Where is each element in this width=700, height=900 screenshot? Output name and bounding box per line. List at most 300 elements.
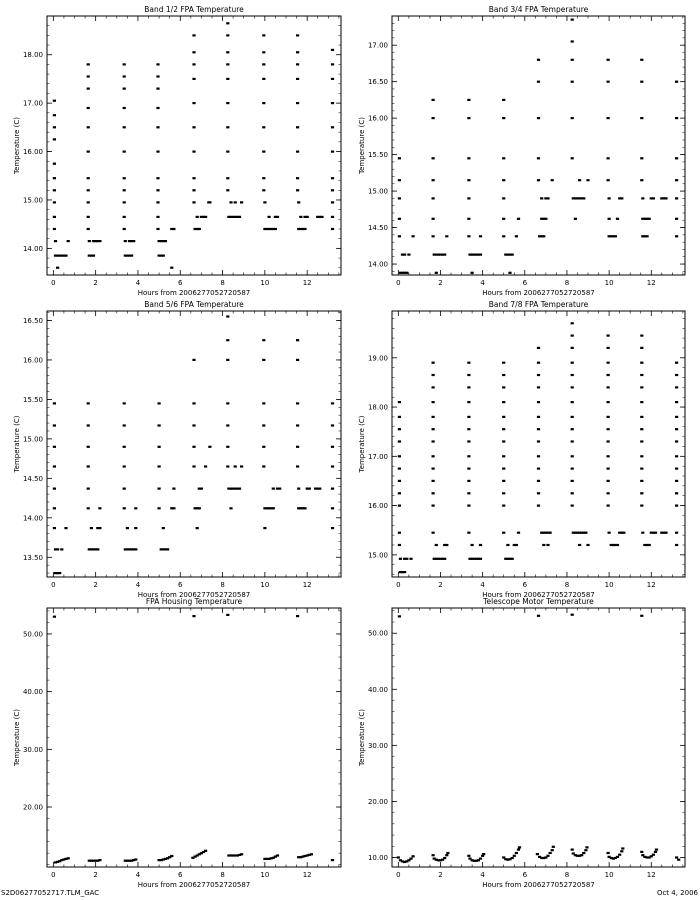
- data-point: [620, 850, 623, 852]
- data-point: [331, 402, 334, 404]
- data-point: [162, 527, 165, 529]
- data-point: [502, 455, 505, 457]
- data-point: [618, 854, 621, 856]
- data-point: [640, 386, 643, 388]
- data-point: [471, 272, 474, 274]
- data-point: [546, 544, 549, 546]
- data-point: [331, 201, 334, 203]
- y-axis-label: Temperature (C): [358, 117, 366, 174]
- data-point: [53, 465, 56, 467]
- data-point: [130, 255, 133, 257]
- x-tick-label: 8: [220, 279, 225, 287]
- x-tick-label: 12: [302, 581, 312, 589]
- data-point: [445, 544, 448, 546]
- y-tick-label: 40.00: [22, 688, 43, 697]
- data-point: [608, 218, 611, 220]
- data-point: [164, 240, 167, 242]
- data-point: [432, 505, 435, 507]
- data-point: [318, 488, 321, 490]
- data-point: [675, 218, 678, 220]
- data-point: [571, 81, 574, 83]
- data-point: [622, 532, 625, 534]
- data-point: [296, 339, 299, 341]
- data-point: [331, 63, 334, 65]
- data-point: [432, 374, 435, 376]
- data-point: [578, 179, 581, 181]
- chart-panel-4: [358, 300, 685, 599]
- y-tick-label: 10.00: [367, 853, 388, 862]
- data-point: [123, 177, 126, 179]
- data-point: [467, 505, 470, 507]
- data-point: [262, 34, 265, 36]
- data-point: [607, 179, 610, 181]
- x-tick-label: 8: [564, 871, 570, 879]
- data-point: [654, 851, 657, 853]
- data-point: [537, 157, 540, 159]
- data-point: [156, 88, 159, 90]
- data-point: [585, 846, 588, 848]
- data-point: [262, 402, 265, 404]
- data-point: [675, 455, 678, 457]
- data-point: [156, 201, 159, 203]
- y-tick-label: 14.50: [367, 224, 388, 233]
- data-point: [398, 401, 401, 403]
- chart-title: Band 1/2 FPA Temperature: [144, 5, 244, 14]
- data-point: [123, 107, 126, 109]
- data-point: [310, 853, 313, 855]
- data-point: [156, 75, 159, 77]
- data-point: [607, 480, 610, 482]
- data-point: [192, 51, 195, 53]
- data-point: [641, 197, 644, 199]
- data-point: [58, 572, 61, 574]
- data-point: [445, 235, 448, 237]
- data-point: [192, 34, 195, 36]
- data-point: [571, 492, 574, 494]
- data-point: [513, 855, 516, 857]
- data-point: [640, 117, 643, 119]
- data-point: [467, 492, 470, 494]
- data-point: [502, 157, 505, 159]
- data-point: [172, 507, 175, 509]
- y-tick-label: 18.00: [22, 51, 43, 60]
- data-point: [53, 216, 56, 218]
- data-point: [467, 218, 470, 220]
- data-point: [226, 359, 229, 361]
- y-axis-label: Temperature (C): [13, 117, 21, 174]
- data-point: [262, 78, 265, 80]
- data-point: [502, 468, 505, 470]
- data-point: [296, 424, 299, 426]
- data-point: [196, 527, 199, 529]
- data-point: [192, 189, 195, 191]
- data-point: [571, 322, 574, 324]
- data-point: [331, 859, 334, 861]
- data-point: [299, 216, 302, 218]
- data-point: [502, 218, 505, 220]
- data-point: [331, 527, 334, 529]
- data-point: [537, 401, 540, 403]
- data-point: [398, 532, 401, 534]
- data-point: [331, 126, 334, 128]
- data-point: [537, 59, 540, 61]
- data-point: [331, 151, 334, 153]
- chart-title: Band 3/4 FPA Temperature: [488, 5, 589, 14]
- x-tick-label: 4: [135, 279, 141, 287]
- data-point: [571, 849, 574, 851]
- data-point: [53, 507, 56, 509]
- y-tick-label: 13.50: [22, 553, 43, 562]
- x-tick-label: 8: [220, 581, 225, 589]
- x-tick-label: 4: [135, 871, 141, 879]
- data-point: [467, 99, 470, 101]
- data-point: [467, 386, 470, 388]
- data-point: [502, 416, 505, 418]
- data-point: [640, 179, 643, 181]
- data-point: [640, 335, 643, 337]
- data-point: [467, 440, 470, 442]
- data-point: [238, 216, 241, 218]
- data-point: [87, 228, 90, 230]
- x-tick-label: 4: [135, 581, 141, 589]
- data-point: [398, 157, 401, 159]
- data-point: [675, 440, 678, 442]
- data-point: [156, 216, 159, 218]
- data-point: [648, 218, 651, 220]
- data-point: [640, 492, 643, 494]
- data-point: [87, 216, 90, 218]
- data-point: [123, 446, 126, 448]
- data-point: [409, 558, 412, 560]
- data-point: [53, 228, 56, 230]
- data-point: [482, 853, 485, 855]
- data-point: [398, 544, 401, 546]
- data-point: [296, 34, 299, 36]
- data-point: [467, 416, 470, 418]
- data-point: [607, 492, 610, 494]
- data-point: [262, 102, 265, 104]
- data-point: [123, 88, 126, 90]
- data-point: [158, 488, 161, 490]
- x-tick-label: 10: [604, 279, 614, 287]
- data-point: [398, 218, 401, 220]
- data-point: [552, 846, 555, 848]
- data-point: [646, 235, 649, 237]
- data-point: [443, 558, 446, 560]
- data-point: [537, 615, 540, 617]
- data-point: [654, 532, 657, 534]
- chart-panel-1: [13, 5, 341, 297]
- data-point: [123, 75, 126, 77]
- y-tick-label: 15.00: [367, 551, 388, 560]
- data-point: [123, 228, 126, 230]
- data-point: [607, 157, 610, 159]
- data-point: [640, 401, 643, 403]
- data-point: [398, 235, 401, 237]
- data-point: [537, 347, 540, 349]
- data-point: [262, 424, 265, 426]
- data-point: [192, 177, 195, 179]
- data-point: [98, 240, 101, 242]
- data-point: [511, 558, 514, 560]
- data-point: [571, 468, 574, 470]
- data-point: [616, 856, 619, 858]
- data-point: [272, 488, 275, 490]
- data-point: [502, 480, 505, 482]
- data-point: [158, 402, 161, 404]
- x-tick-label: 0: [396, 581, 401, 589]
- y-tick-label: 20.00: [367, 797, 388, 806]
- data-point: [571, 117, 574, 119]
- data-point: [607, 59, 610, 61]
- data-point: [296, 446, 299, 448]
- data-point: [123, 465, 126, 467]
- data-point: [517, 532, 520, 534]
- x-tick-label: 4: [480, 581, 485, 589]
- data-point: [537, 374, 540, 376]
- data-point: [98, 507, 101, 509]
- data-point: [158, 446, 161, 448]
- data-point: [515, 235, 518, 237]
- data-point: [53, 446, 56, 448]
- data-point: [226, 51, 229, 53]
- x-tick-label: 12: [302, 871, 312, 879]
- x-tick-label: 10: [260, 279, 270, 287]
- data-point: [502, 428, 505, 430]
- data-point: [432, 218, 435, 220]
- data-point: [156, 228, 159, 230]
- data-point: [403, 254, 406, 256]
- data-point: [432, 235, 435, 237]
- x-tick-label: 0: [51, 581, 56, 589]
- data-point: [582, 197, 585, 199]
- data-point: [446, 852, 449, 854]
- data-point: [320, 216, 323, 218]
- data-point: [432, 362, 435, 364]
- data-point: [640, 615, 643, 617]
- x-tick-label: 6: [522, 871, 528, 879]
- data-point: [240, 465, 243, 467]
- x-axis-label: Hours from 2006277052720587: [482, 591, 595, 599]
- data-point: [502, 492, 505, 494]
- data-point: [87, 107, 90, 109]
- data-point: [675, 157, 678, 159]
- data-point: [398, 492, 401, 494]
- data-point: [196, 216, 199, 218]
- data-point: [471, 544, 474, 546]
- data-point: [296, 402, 299, 404]
- data-point: [398, 179, 401, 181]
- data-point: [87, 63, 90, 65]
- data-point: [479, 858, 482, 860]
- data-point: [67, 857, 70, 859]
- data-point: [263, 527, 266, 529]
- data-point: [204, 850, 207, 852]
- data-point: [412, 855, 415, 857]
- x-axis-label: Hours from 2006277052720587: [137, 591, 251, 599]
- data-point: [664, 532, 667, 534]
- chart-panel-6: [358, 597, 685, 889]
- data-point: [87, 465, 90, 467]
- data-point: [240, 853, 243, 855]
- chart-panel-5: [13, 597, 341, 889]
- data-point: [262, 465, 265, 467]
- data-point: [652, 854, 655, 856]
- data-point: [571, 335, 574, 337]
- data-point: [502, 179, 505, 181]
- data-point: [640, 440, 643, 442]
- data-point: [226, 339, 229, 341]
- data-point: [607, 440, 610, 442]
- data-point: [53, 527, 56, 529]
- data-point: [432, 197, 435, 199]
- data-point: [296, 126, 299, 128]
- data-point: [226, 102, 229, 104]
- data-point: [432, 854, 435, 856]
- x-axis-label: Hours from 2006277052720587: [137, 289, 251, 297]
- data-point: [87, 75, 90, 77]
- data-point: [123, 151, 126, 153]
- data-point: [537, 117, 540, 119]
- data-point: [208, 446, 211, 448]
- data-point: [297, 201, 300, 203]
- data-point: [502, 235, 505, 237]
- data-point: [571, 480, 574, 482]
- chart-title: Band 7/8 FPA Temperature: [488, 300, 589, 309]
- data-point: [502, 505, 505, 507]
- data-point: [432, 157, 435, 159]
- data-point: [53, 114, 56, 116]
- y-axis-label: Temperature (C): [358, 415, 366, 473]
- data-point: [502, 374, 505, 376]
- data-point: [192, 126, 195, 128]
- data-point: [53, 163, 56, 165]
- data-point: [467, 480, 470, 482]
- data-point: [238, 488, 241, 490]
- data-point: [467, 197, 470, 199]
- data-point: [92, 255, 95, 257]
- data-point: [87, 88, 90, 90]
- data-point: [640, 362, 643, 364]
- data-point: [608, 532, 611, 534]
- y-tick-label: 15.00: [367, 187, 388, 196]
- data-point: [123, 402, 126, 404]
- data-point: [432, 117, 435, 119]
- data-point: [432, 468, 435, 470]
- data-point: [331, 216, 334, 218]
- data-point: [607, 81, 610, 83]
- data-point: [158, 507, 161, 509]
- data-point: [397, 856, 400, 858]
- data-point: [571, 614, 574, 616]
- y-tick-label: 16.00: [22, 356, 43, 365]
- data-point: [134, 548, 137, 550]
- data-point: [331, 78, 334, 80]
- x-axis-label: Hours from 2006277052720587: [482, 881, 595, 889]
- data-point: [226, 402, 229, 404]
- plot-frame: [392, 311, 685, 577]
- data-point: [675, 117, 678, 119]
- data-point: [502, 532, 505, 534]
- data-point: [123, 507, 126, 509]
- x-tick-label: 6: [522, 279, 528, 287]
- y-tick-label: 30.00: [367, 741, 388, 750]
- data-point: [479, 558, 482, 560]
- x-tick-label: 0: [396, 279, 401, 287]
- data-point: [398, 455, 401, 457]
- data-point: [607, 468, 610, 470]
- data-point: [621, 847, 624, 849]
- data-point: [435, 544, 438, 546]
- data-point: [399, 558, 402, 560]
- data-point: [262, 63, 265, 65]
- data-point: [607, 362, 610, 364]
- data-point: [303, 507, 306, 509]
- data-point: [274, 228, 277, 230]
- data-point: [226, 78, 229, 80]
- data-point: [467, 468, 470, 470]
- data-point: [515, 544, 518, 546]
- data-point: [331, 189, 334, 191]
- data-point: [607, 335, 610, 337]
- plot-frame: [47, 311, 341, 577]
- data-point: [675, 492, 678, 494]
- data-point: [502, 197, 505, 199]
- data-point: [675, 532, 678, 534]
- data-point: [158, 465, 161, 467]
- data-point: [192, 446, 195, 448]
- data-point: [296, 78, 299, 80]
- x-tick-label: 6: [178, 871, 183, 879]
- data-point: [296, 102, 299, 104]
- data-point: [87, 424, 90, 426]
- data-point: [542, 544, 545, 546]
- x-tick-label: 2: [93, 279, 98, 287]
- data-point: [675, 197, 678, 199]
- chart-title: Telescope Motor Temperature: [483, 597, 594, 606]
- data-point: [262, 189, 265, 191]
- data-point: [56, 267, 59, 269]
- data-point: [60, 548, 63, 550]
- data-point: [331, 49, 334, 51]
- data-point: [296, 615, 299, 617]
- data-point: [67, 240, 70, 242]
- data-point: [192, 78, 195, 80]
- data-point: [53, 402, 56, 404]
- data-series: [397, 614, 681, 864]
- data-point: [607, 428, 610, 430]
- y-tick-label: 16.50: [367, 78, 388, 87]
- x-tick-label: 2: [438, 581, 443, 589]
- data-point: [88, 240, 91, 242]
- x-tick-label: 4: [480, 279, 485, 287]
- x-tick-label: 8: [220, 871, 225, 879]
- data-point: [432, 401, 435, 403]
- data-point: [308, 488, 311, 490]
- data-point: [98, 527, 101, 529]
- y-tick-label: 16.00: [367, 114, 388, 123]
- data-point: [403, 571, 406, 573]
- chart-title: Band 5/6 FPA Temperature: [144, 300, 244, 309]
- data-point: [87, 507, 90, 509]
- data-point: [537, 386, 540, 388]
- data-point: [226, 177, 229, 179]
- data-point: [640, 81, 643, 83]
- data-point: [432, 179, 435, 181]
- chart-panel-2: [358, 5, 685, 297]
- y-tick-label: 50.00: [22, 630, 43, 639]
- data-point: [571, 428, 574, 430]
